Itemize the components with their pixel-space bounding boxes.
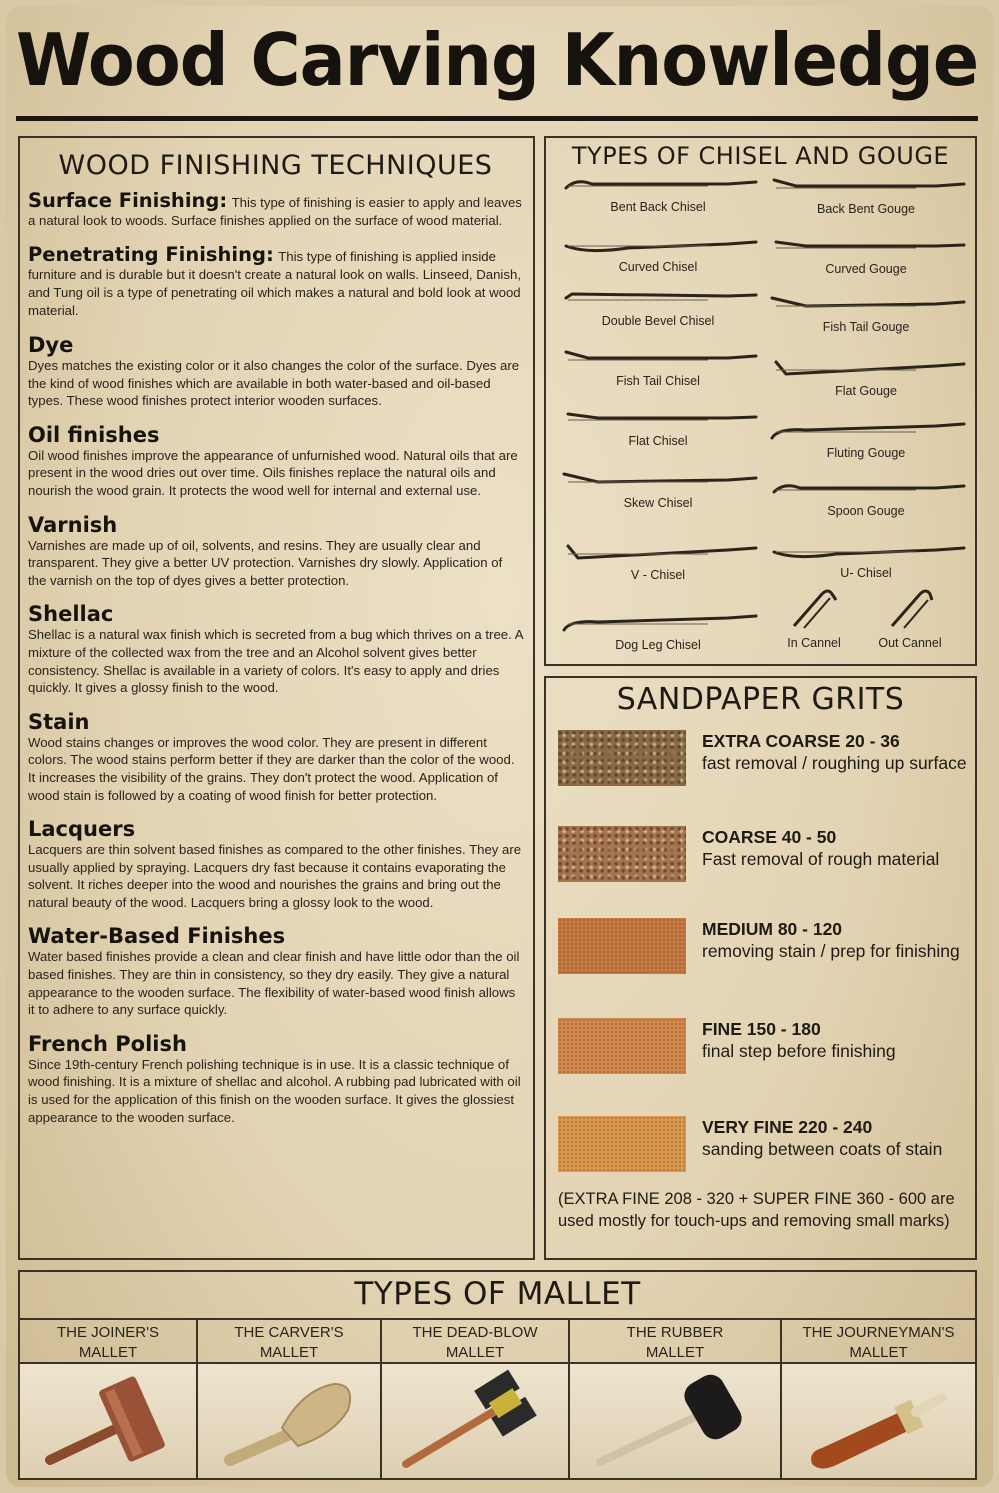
grit-swatch: [558, 1018, 686, 1074]
finish-item: [28, 924, 523, 1018]
mallet-label-line: MALLET: [445, 1344, 505, 1361]
tool-label: Back Bent Gouge: [817, 202, 915, 216]
grit-text: [702, 1116, 974, 1160]
chisel-heading: TYPES OF CHISEL AND GOUGE: [571, 142, 950, 170]
gouge-tool: [766, 478, 966, 518]
grit-text: [702, 918, 974, 962]
gouge-tool: [766, 540, 966, 580]
mallet-label: [198, 1320, 380, 1364]
tool-label: Double Bevel Chisel: [601, 314, 715, 328]
mallet-column: [20, 1320, 198, 1480]
in-cannel-tool: [764, 582, 864, 650]
gouge-icon: [766, 478, 966, 502]
chisel-icon: [558, 234, 758, 258]
carvers-mallet-image: [198, 1364, 380, 1478]
mallet-label: [382, 1320, 568, 1364]
finish-item-text: Shellac is a natural wax finish which is secreted from a bug which thrives on a tree. A mixture of the collected wax from the tree and an Alcohol solvent gives better consistency. Shellac is available in a variety of colors. It's easy to apply and dries quickly. It gives a glossy finish to the wood.: [28, 627, 523, 696]
mallet-label-line: THE DEAD-BLOW: [412, 1324, 538, 1341]
chisel-tool: [558, 288, 758, 328]
gouge-tool: [766, 358, 966, 398]
out-cannel-tool: [860, 582, 960, 650]
finish-item-text: Lacquers are thin solvent based finishes as compared to the other finishes. They are usually applied by spraying. Lacquers dry fast because it contains evaporating the solvent. It riches deeper into the wood and nourishes the grains and bring out the natural beauty of the wood. Lacquers bring a glossy look to the wood.: [28, 842, 522, 910]
mallet-column: [782, 1320, 975, 1480]
finish-item-text: This type of finishing is applied inside furniture and is durable but it doesn't create a natural look on walls. Linseed, Danish, and Tung oil is a type of penetrating oil which makes a natural and bold look at wood material.: [28, 249, 521, 318]
gouge-icon: [766, 294, 966, 318]
mallet-label-line: MALLET: [849, 1344, 908, 1361]
page-title: Wood Carving Knowledge: [16, 18, 979, 102]
finish-item-name: Penetrating Finishing:: [28, 243, 274, 266]
joiners-mallet-image: [20, 1364, 196, 1478]
mallet-label-line: MALLET: [259, 1344, 319, 1361]
mallet-label-line: MALLET: [78, 1344, 138, 1361]
grit-name: VERY FINE 220 - 240: [702, 1117, 873, 1137]
chisel-icon: [558, 288, 758, 312]
gouge-icon: [766, 236, 966, 260]
carvers-mallet-icon: [198, 1364, 378, 1478]
grit-name: FINE 150 - 180: [702, 1019, 821, 1039]
finish-item: [28, 602, 523, 696]
journeymans-mallet-icon: [782, 1364, 971, 1478]
tool-label: V - Chisel: [630, 568, 686, 582]
finish-item-name: French Polish: [28, 1031, 187, 1056]
gouge-tool: [766, 236, 966, 276]
finish-item-name: Stain: [28, 709, 90, 734]
finish-item-text: This type of finishing is easier to apply and leaves a natural look to woods. Surface finishes applied on the surface of wood material.: [28, 195, 522, 228]
mallet-heading: TYPES OF MALLET: [354, 1276, 641, 1312]
chisel-tool: [558, 612, 758, 652]
grit-desc: fast removal / roughing up surface: [702, 753, 967, 773]
tool-label: Dog Leg Chisel: [615, 638, 701, 652]
tool-label: Fluting Gouge: [826, 446, 906, 460]
tool-label: Curved Gouge: [825, 262, 907, 276]
gouge-tool: [766, 420, 966, 460]
sandpaper-heading: SANDPAPER GRITS: [616, 682, 905, 717]
finish-item-name: Dye: [28, 333, 74, 357]
chisel-tool: [558, 174, 758, 214]
tool-label: Fish Tail Gouge: [822, 320, 910, 334]
chisel-icon: [558, 542, 758, 566]
finishing-techniques-panel: [18, 136, 535, 1260]
finish-item: [28, 243, 523, 320]
grit-text: [702, 730, 974, 774]
finish-item-name: Lacquers: [28, 817, 136, 842]
chisel-tool: [558, 408, 758, 448]
tool-label: Curved Chisel: [618, 260, 698, 274]
grit-swatch: [558, 826, 686, 882]
gouge-tool: [766, 294, 966, 334]
finish-item-text: Varnishes are made up of oil, solvents, and resins. They are usually clear and transparent. They give a better UV protection. Varnishes dry slowly. Application of the varnish on the top of dyes gives a better protection.: [28, 537, 503, 588]
chisel-tool: [558, 234, 758, 274]
finish-item: [28, 710, 523, 804]
mallet-column: [382, 1320, 570, 1480]
finish-item: [28, 1032, 523, 1126]
grit-text: [702, 1018, 974, 1062]
gouge-icon: [766, 540, 966, 564]
mallet-panel: [18, 1270, 977, 1480]
finishing-heading: WOOD FINISHING TECHNIQUES: [58, 150, 493, 181]
mallet-grid: [20, 1318, 975, 1478]
finish-item: [28, 817, 523, 911]
grit-desc: final step before finishing: [702, 1041, 896, 1061]
tool-label: Skew Chisel: [623, 496, 693, 510]
in-cannel-icon: [764, 582, 864, 634]
grit-swatch: [558, 1116, 686, 1172]
finish-item-name: Surface Finishing:: [28, 189, 228, 212]
gouge-icon: [766, 420, 966, 444]
mallet-label-line: MALLET: [645, 1344, 705, 1361]
finish-item-text: Water based finishes provide a clean and clear finish and have little odor than the oil based finishes. They are thin in consistency, so they dry easily. They give a natural appearance to the wooden surface. The flexibility of water-based wood finish allows it to adhere to any surface quickly.: [28, 949, 520, 1018]
grit-text: [702, 826, 974, 870]
chisel-icon: [558, 612, 758, 636]
chisel-tool: [558, 542, 758, 582]
finish-item-name: Shellac: [28, 602, 114, 627]
chisel-gouge-panel: [544, 136, 977, 666]
grit-name: MEDIUM 80 - 120: [702, 919, 843, 939]
gouge-icon: [766, 176, 966, 200]
joiners-mallet-icon: [20, 1364, 194, 1478]
finish-item-name: Oil finishes: [28, 422, 160, 447]
finish-item-text: Since 19th-century French polishing technique is in use. It is a classic technique of wood finishing. It is a mixture of shellac and alcohol. A rubbing pad lubricated with oil is used for the application of this finish on the wooden surface. It gives the glossiest appearance to the wooden surface.: [28, 1056, 521, 1125]
mallet-label: [782, 1320, 975, 1364]
sandpaper-grits-panel: [544, 676, 977, 1260]
dead-blow-mallet-image: [382, 1364, 568, 1478]
title-divider: [16, 116, 978, 121]
mallet-column: [570, 1320, 782, 1480]
finish-item-text: Dyes matches the existing color or it also changes the color of the surface. Dyes are the kind of wood finishes which are available in both water-based and oil-based types. These wood finishes protect interior wooden surfaces.: [28, 358, 520, 409]
chisel-tool: [558, 470, 758, 510]
grit-desc: sanding between coats of stain: [702, 1139, 943, 1159]
mallet-column: [198, 1320, 382, 1480]
mallet-label: [570, 1320, 780, 1364]
mallet-label-line: THE JOURNEYMAN'S: [802, 1324, 955, 1341]
tool-label: Flat Gouge: [835, 384, 897, 398]
finish-item: [28, 189, 523, 230]
tool-label: Spoon Gouge: [827, 504, 905, 518]
mallet-label: [20, 1320, 196, 1364]
mallet-label-line: THE CARVER'S: [234, 1324, 344, 1341]
grit-name: EXTRA COARSE 20 - 36: [702, 731, 900, 751]
finish-item-text: Oil wood finishes improve the appearance of unfurnished wood. Natural oils that are present in the wood dries out over time. Oils finishes replace the natural oils and nourish the wood grain. It protects the wood well for internal and external use.: [28, 447, 518, 498]
tool-label: In Cannel: [787, 636, 841, 650]
finish-item-text: Wood stains changes or improves the wood color. They are present in different colors. The wood stains perform better if they are darker than the color of the wood. It increases the visibility of the grains. They don't protect the wood. Application of wood stain is followed by a coating of wood finish for better protection.: [28, 734, 515, 803]
grit-swatch: [558, 918, 686, 974]
gouge-tool: [766, 176, 966, 216]
grit-footnote: (EXTRA FINE 208 - 320 + SUPER FINE 360 - 600 are used mostly for touch-ups and removing small marks): [558, 1190, 955, 1230]
tool-label: U- Chisel: [840, 566, 892, 580]
dead-blow-mallet-icon: [382, 1364, 566, 1478]
tool-label: Fish Tail Chisel: [616, 374, 700, 388]
chisel-icon: [558, 174, 758, 198]
rubber-mallet-image: [570, 1364, 780, 1478]
chisel-tool: [558, 348, 758, 388]
grit-desc: Fast removal of rough material: [702, 849, 940, 869]
grit-desc: removing stain / prep for finishing: [702, 941, 960, 961]
tool-label: Flat Chisel: [628, 434, 688, 448]
finish-item-name: Varnish: [28, 512, 118, 537]
chisel-icon: [558, 470, 758, 494]
finish-item: [28, 423, 523, 500]
mallet-label-line: THE RUBBER: [626, 1324, 724, 1341]
finish-item: [28, 513, 523, 590]
out-cannel-icon: [860, 582, 960, 634]
finish-item: [28, 333, 523, 410]
gouge-icon: [766, 358, 966, 382]
tool-label: Bent Back Chisel: [610, 200, 706, 214]
grit-name: COARSE 40 - 50: [702, 827, 837, 847]
chisel-icon: [558, 408, 758, 432]
chisel-icon: [558, 348, 758, 372]
finish-item-name: Water-Based Finishes: [28, 924, 286, 949]
rubber-mallet-icon: [570, 1364, 778, 1478]
journeymans-mallet-image: [782, 1364, 975, 1478]
mallet-label-line: THE JOINER'S: [56, 1324, 160, 1341]
tool-label: Out Cannel: [878, 636, 942, 650]
grit-swatch: [558, 730, 686, 786]
